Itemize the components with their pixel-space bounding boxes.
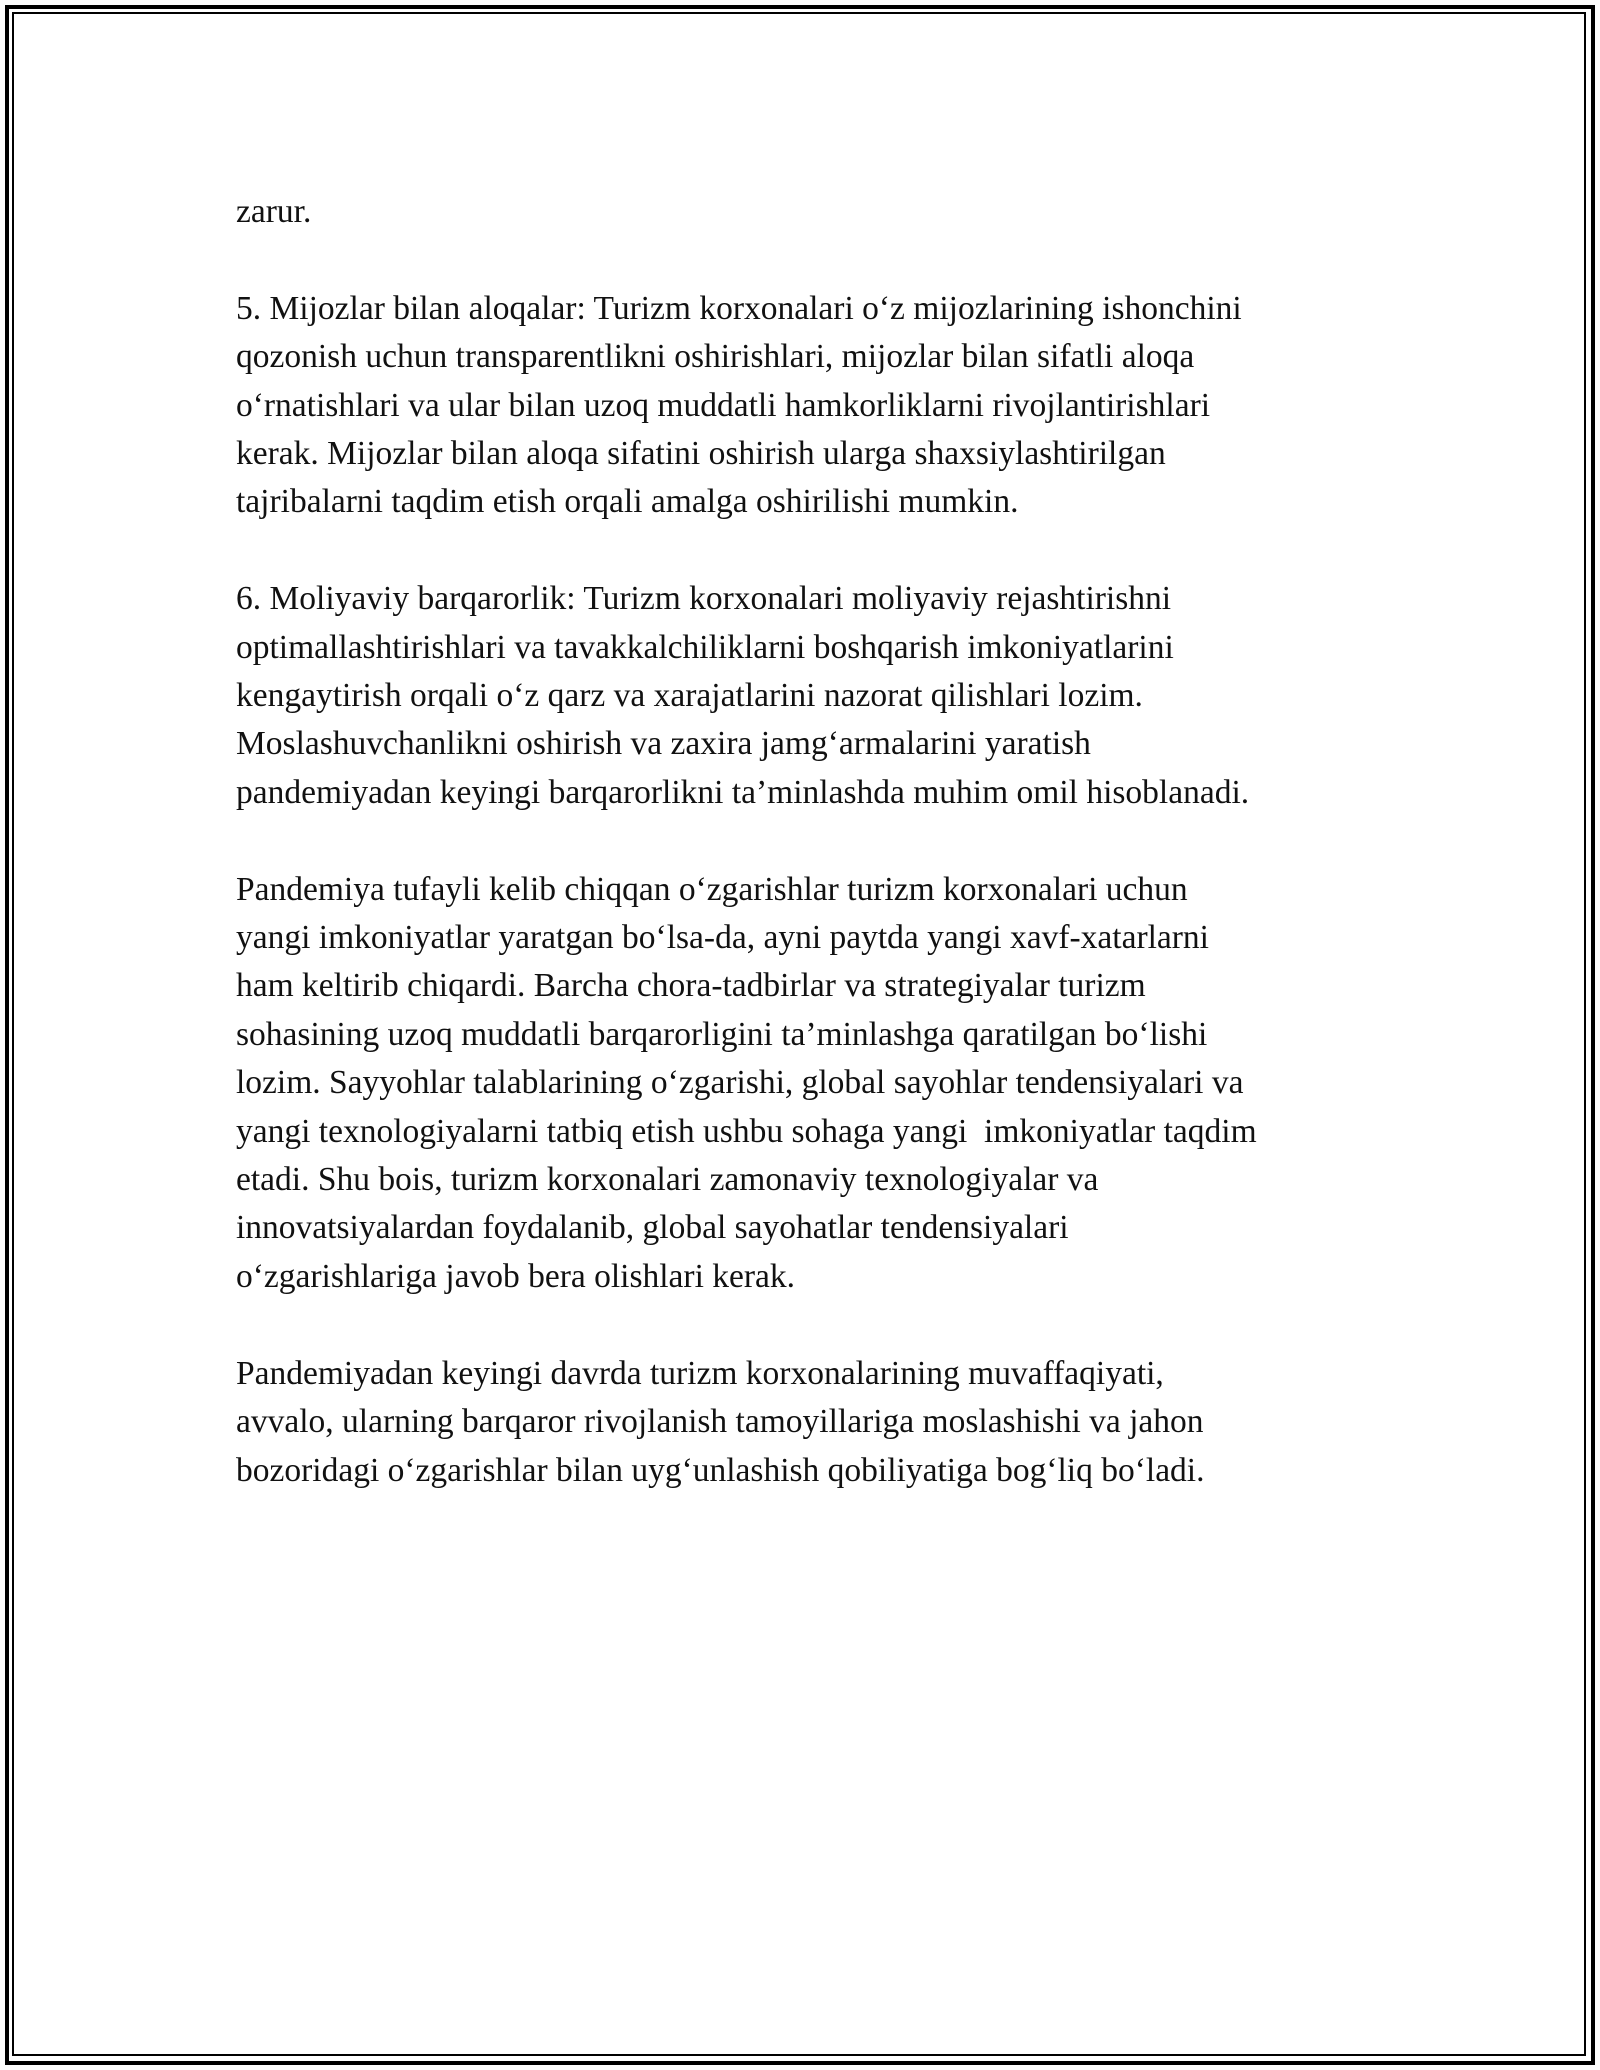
text-line: avvalo, ularning barqaror rivojlanish tamoyillariga moslashishi va jahon [236, 1403, 1204, 1441]
text-line: Moslashuvchanlikni oshirish va zaxira jamg‘armalarini yaratish [236, 725, 1091, 763]
text-line: qozonish uchun transparentlikni oshirishlari, mijozlar bilan sifatli aloqa [236, 338, 1195, 376]
text-line: pandemiyadan keyingi barqarorlikni ta’minlashda muhim omil hisoblanadi. [236, 773, 1250, 811]
text-line: o‘rnatishlari va ular bilan uzoq muddatli hamkorliklarni rivojlantirishlari [236, 386, 1211, 424]
text-line: lozim. Sayyohlar talablarining o‘zgarishi, global sayohlar tendensiyalari va [236, 1064, 1244, 1102]
text-line: Pandemiyadan keyingi davrda turizm korxonalarining muvaffaqiyati, [236, 1354, 1164, 1392]
paragraph-customer-relations [236, 285, 1386, 527]
text-line: zarur. [236, 193, 312, 230]
text-line: optimallashtirishlari va tavakkalchiliklarni boshqarish imkoniyatlarini [236, 628, 1174, 666]
text-line: bozoridagi o‘zgarishlar bilan uyg‘unlashish qobiliyatiga bog‘liq bo‘ladi. [236, 1451, 1205, 1489]
document-body [236, 188, 1386, 1543]
text-line: yangi texnologiyalarni tatbiq etish ushbu sohaga yangi imkoniyatlar taqdim [236, 1112, 1257, 1150]
text-line: kerak. Mijozlar bilan aloqa sifatini oshirish ularga shaxsiylashtirilgan [236, 435, 1166, 473]
paragraph-conclusion [236, 1350, 1386, 1495]
text-line: ham keltirib chiqardi. Barcha chora-tadbirlar va strategiyalar turizm [236, 967, 1146, 1005]
text-line: innovatsiyalardan foydalanib, global sayohatlar tendensiyalari [236, 1209, 1069, 1247]
text-line: kengaytirish orqali o‘z qarz va xarajatlarini nazorat qilishlari lozim. [236, 677, 1143, 715]
paragraph-pandemic-changes [236, 866, 1386, 1302]
text-line: o‘zgarishlariga javob bera olishlari kerak. [236, 1257, 796, 1295]
paragraph-continuation [236, 188, 1386, 236]
text-line: sohasining uzoq muddatli barqarorligini ta’minlashga qaratilgan bo‘lishi [236, 1015, 1208, 1053]
text-line: tajribalarni taqdim etish orqali amalga oshirilishi mumkin. [236, 483, 1019, 521]
text-line: yangi imkoniyatlar yaratgan bo‘lsa-da, ayni paytda yangi xavf-xatarlarni [236, 919, 1209, 957]
text-line: 6. Moliyaviy barqarorlik: Turizm korxonalari moliyaviy rejashtirishni [236, 580, 1172, 618]
text-line: Pandemiya tufayli kelib chiqqan o‘zgarishlar turizm korxonalari uchun [236, 870, 1188, 908]
text-line: etadi. Shu bois, turizm korxonalari zamonaviy texnologiyalar va [236, 1161, 1099, 1199]
text-line: 5. Mijozlar bilan aloqalar: Turizm korxonalari o‘z mijozlarining ishonchini [236, 289, 1242, 327]
paragraph-financial-stability [236, 575, 1386, 817]
